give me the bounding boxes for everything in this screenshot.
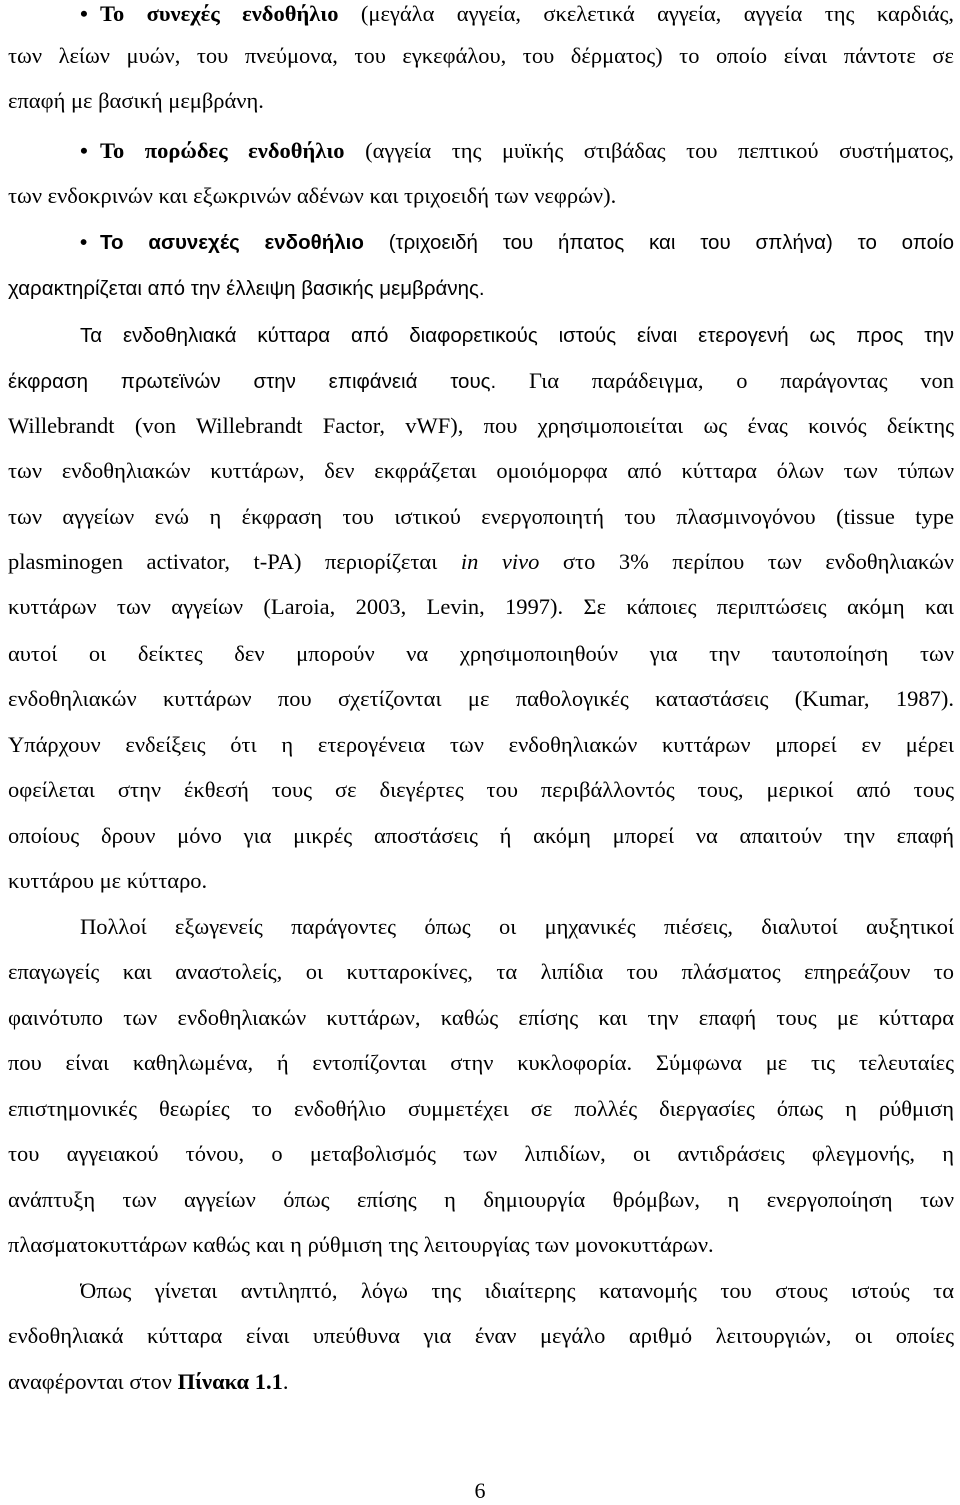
para1-line-2: έκφραση πρωτεϊνών στην επιφάνειά τους. Για παράδειγμα, ο παράγοντας von: [8, 368, 954, 393]
para1-line-3: Willebrandt (von Willebrandt Factor, vWF), που χρησιμοποιείται ως ένας κοινός δείκτης: [8, 413, 954, 438]
para1-line-11: οφείλεται στην έκθεσή τους σε διεγέρτες του περιβάλλοντός τους, μερικοί από τους: [8, 777, 954, 802]
para1-line-7: κυττάρων των αγγείων (Laroia, 2003, Levin, 1997). Σε κάποιες περιπτώσεις ακόμη και: [8, 594, 954, 619]
para2-line-6: του αγγειακού τόνου, ο μεταβολισμός των λιπιδίων, οι αντιδράσεις φλεγμονής, η: [8, 1141, 954, 1166]
bullet-icon: •: [80, 138, 88, 163]
bullet-icon: •: [80, 1, 88, 26]
bullet-icon: •: [80, 231, 88, 254]
bullet-3-line-2: χαρακτηρίζεται από την έλλειψη βασικής μεμβράνης.: [8, 277, 485, 300]
para1-line-5: των αγγείων ενώ η έκφραση του ιστικού ενεργοποιητή του πλασμινογόνου (tissue type: [8, 504, 954, 529]
bullet-2-line-1: • Το πορώδες ενδοθήλιο (αγγεία της μυϊκής στιβάδας του πεπτικού συστήματος,: [80, 138, 954, 163]
para2-line-2: επαγωγείς και αναστολείς, οι κυτταροκίνες, τα λιπίδια του πλάσματος επηρεάζουν το: [8, 959, 954, 984]
para2-line-1: Πολλοί εξωγενείς παράγοντες όπως οι μηχανικές πιέσεις, διαλυτοί αυξητικοί: [80, 914, 954, 939]
para3-line-2: ενδοθηλιακά κύτταρα είναι υπεύθυνα για έναν μεγάλο αριθμό λειτουργιών, οι οποίες: [8, 1323, 954, 1348]
table-reference: Πίνακα 1.1: [177, 1369, 283, 1394]
bullet-2-line-2: των ενδοκρινών και εξωκρινών αδένων και τριχοειδή των νεφρών).: [8, 183, 617, 208]
bullet-2-term: Το πορώδες ενδοθήλιο: [100, 138, 345, 163]
para1-line-6: plasminogen activator, t-PA) περιορίζεται in vivo στο 3% περίπου των ενδοθηλιακών: [8, 549, 954, 574]
bullet-1-line-3: επαφή με βασική μεμβράνη.: [8, 88, 264, 113]
para1-line-13: κυττάρου με κύτταρο.: [8, 868, 208, 893]
para2-line-3: φαινότυπο των ενδοθηλιακών κυττάρων, καθώς επίσης και την επαφή τους με κύτταρα: [8, 1005, 954, 1030]
bullet-3-term: Το ασυνεχές ενδοθήλιο: [100, 231, 364, 254]
para3-line-3: αναφέρονται στον Πίνακα 1.1.: [8, 1369, 289, 1394]
para2-line-8: πλασματοκυττάρων καθώς και η ρύθμιση της λειτουργίας των μονοκυττάρων.: [8, 1232, 714, 1257]
bullet-1-line-1: • Το συνεχές ενδοθήλιο (μεγάλα αγγεία, σκελετικά αγγεία, αγγεία της καρδιάς,: [80, 1, 954, 26]
para2-line-5: επιστημονικές θεωρίες το ενδοθήλιο συμμετέχει σε πολλές διεργασίες όπως η ρύθμιση: [8, 1096, 954, 1121]
bullet-1-line-2: των λείων μυών, του πνεύμονα, του εγκεφάλου, του δέρματος) το οποίο είναι πάντοτε σε: [8, 43, 954, 68]
para2-line-4: που είναι καθηλωμένα, ή εντοπίζονται στην κυκλοφορία. Σύμφωνα με τις τελευταίες: [8, 1050, 954, 1075]
para1-line-10: Υπάρχουν ενδείξεις ότι η ετερογένεια των ενδοθηλιακών κυττάρων μπορεί εν μέρει: [8, 732, 954, 757]
para1-line-1: Τα ενδοθηλιακά κύτταρα από διαφορετικούς ιστούς είναι ετερογενή ως προς την: [80, 324, 954, 347]
para1-line-8: αυτοί οι δείκτες δεν μπορούν να χρησιμοποιηθούν για την ταυτοποίηση των: [8, 641, 954, 666]
para1-line-12: οποίους δρουν μόνο για μικρές αποστάσεις ή ακόμη μπορεί να απαιτούν την επαφή: [8, 823, 954, 848]
page-number: 6: [474, 1478, 486, 1503]
bullet-3-line-1: • Το ασυνεχές ενδοθήλιο (τριχοειδή του ήπατος και του σπλήνα) το οποίο: [80, 229, 954, 257]
para3-line-1: Όπως γίνεται αντιληπτό, λόγω της ιδιαίτερης κατανομής του στους ιστούς τα: [80, 1278, 954, 1303]
para1-line-4: των ενδοθηλιακών κυττάρων, δεν εκφράζεται ομοιόμορφα από κύτταρα όλων των τύπων: [8, 458, 954, 483]
para1-line-9: ενδοθηλιακών κυττάρων που σχετίζονται με παθολογικές καταστάσεις (Kumar, 1987).: [8, 686, 954, 711]
bullet-1-term: Το συνεχές ενδοθήλιο: [100, 1, 339, 26]
para2-line-7: ανάπτυξη των αγγείων όπως επίσης η δημιουργία θρόμβων, η ενεργοποίηση των: [8, 1187, 954, 1212]
